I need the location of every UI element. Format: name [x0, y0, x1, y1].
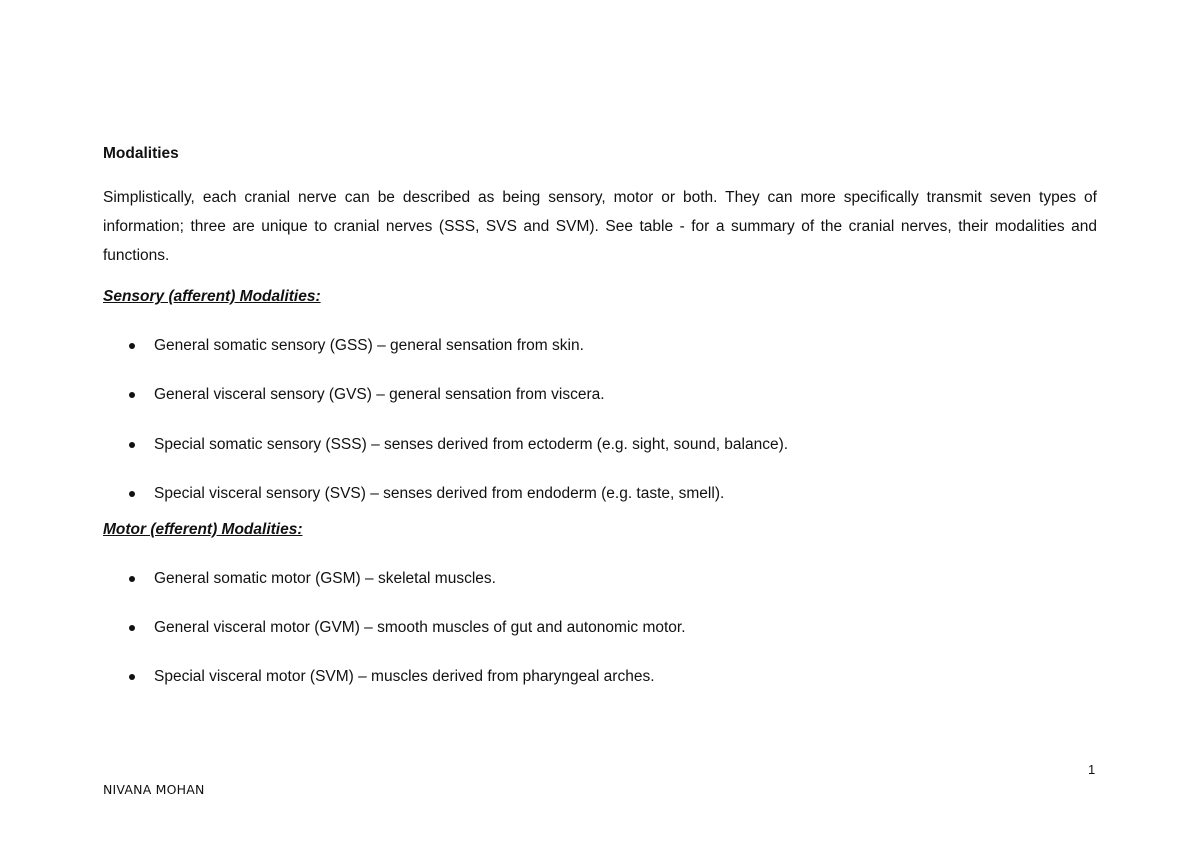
list-item-text: General visceral sensory (GVS) – general sensation from viscera.: [154, 386, 605, 404]
bullet-icon: [129, 576, 135, 582]
list-item: [103, 667, 1097, 687]
list-item: [103, 484, 1097, 504]
sensory-modalities-title: Sensory (afferent) Modalities:: [103, 288, 321, 305]
list-item-text: General visceral motor (GVM) – smooth muscles of gut and autonomic motor.: [154, 619, 686, 637]
list-item-text: General somatic motor (GSM) – skeletal muscles.: [154, 569, 496, 587]
list-item-text: Special somatic sensory (SSS) – senses derived from ectoderm (e.g. sight, sound, balance).: [154, 435, 789, 453]
list-item-text: Special visceral motor (SVM) – muscles derived from pharyngeal arches.: [154, 668, 655, 686]
list-item-text: General somatic sensory (GSS) – general sensation from skin.: [154, 337, 584, 354]
section-heading: Modalities: [103, 145, 179, 162]
motor-modalities-title: Motor (efferent) Modalities:: [103, 520, 303, 538]
bullet-icon: [129, 343, 135, 349]
list-item: [103, 385, 1097, 405]
list-item: [103, 569, 1097, 589]
bullet-icon: [129, 442, 135, 448]
motor-modalities-list: [103, 569, 1097, 688]
page-number: 1: [1088, 762, 1096, 777]
bullet-icon: [129, 674, 135, 680]
document-body: [103, 144, 1097, 687]
bullet-icon: [129, 491, 135, 497]
footer-author: NIVANA MOHAN: [103, 782, 205, 797]
bullet-icon: [129, 625, 135, 631]
list-item: [103, 336, 1097, 356]
list-item: [103, 618, 1097, 638]
intro-paragraph: Simplistically, each cranial nerve can be described as being sensory, motor or both. They can more specifically transmit seven types of information; three are unique to cranial nerves (SSS, SVS and SVM). See table - for a summary of the cranial nerves, their modalities and functions.: [103, 189, 1097, 264]
list-item-text: Special visceral sensory (SVS) – senses derived from endoderm (e.g. taste, smell).: [154, 484, 725, 502]
list-item: [103, 435, 1097, 455]
bullet-icon: [129, 392, 135, 398]
sensory-modalities-list: [103, 336, 1097, 504]
